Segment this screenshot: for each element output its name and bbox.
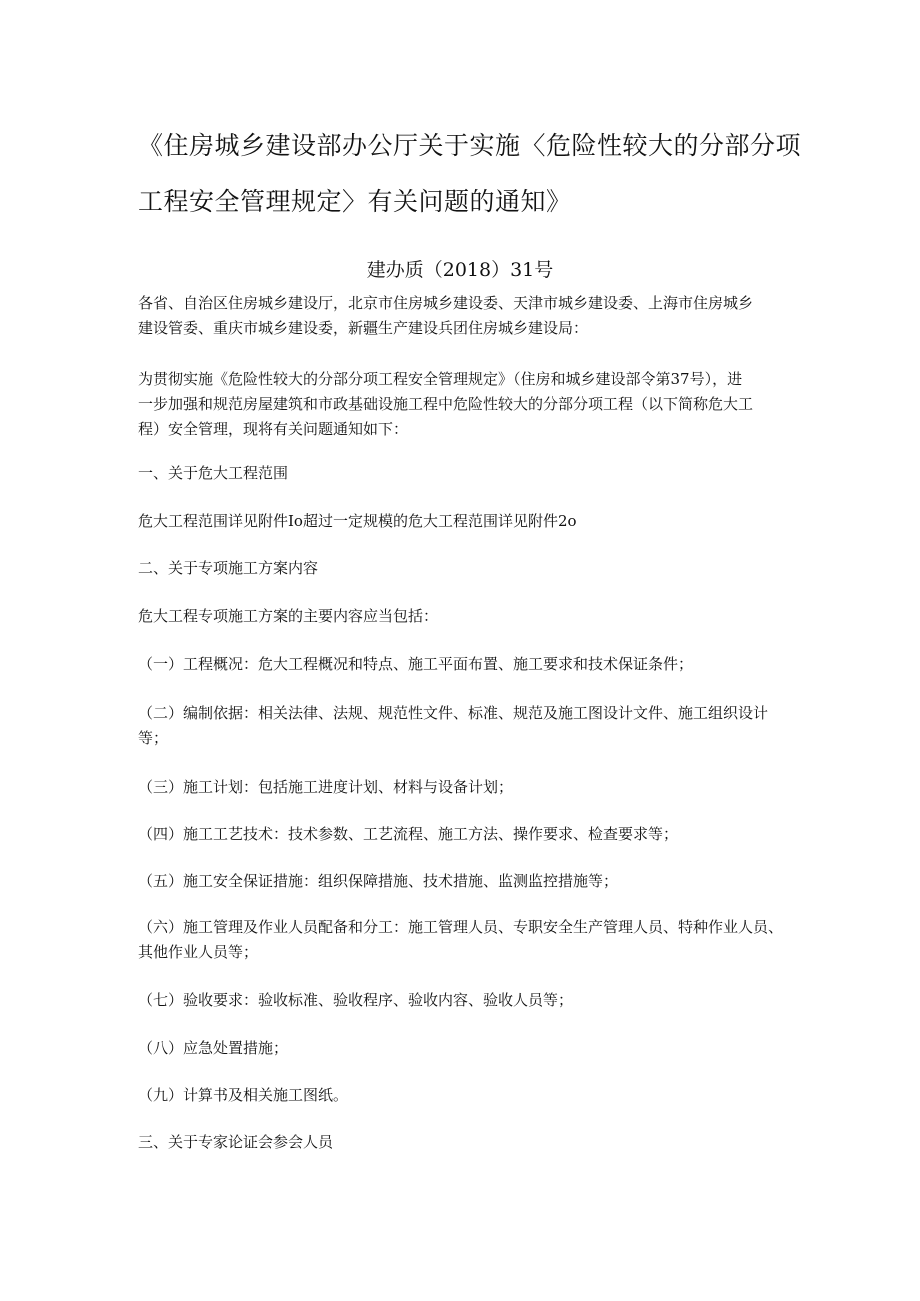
list-item-6: [138, 915, 788, 965]
list-item-2-line-1: （二）编制依据：相关法律、法规、规范性文件、标准、规范及施工图设计文件、施工组织设计: [138, 704, 769, 722]
list-item-8: （八）应急处置措施；: [138, 1039, 289, 1057]
section-2-intro: 危大工程专项施工方案的主要内容应当包括：: [138, 607, 439, 625]
document-title: [138, 118, 802, 230]
list-item-4: （四）施工工艺技术：技术参数、工艺流程、施工方法、操作要求、检查要求等；: [138, 825, 679, 843]
list-item-6-line-2: 其他作业人员等；: [138, 943, 259, 961]
title-line-1: 《住房城乡建设部办公厅关于实施〈危险性较大的分部分项: [138, 131, 802, 160]
intro-line-2: 一步加强和规范房屋建筑和市政基础设施工程中危险性较大的分部分项工程（以下简称危大工: [138, 395, 754, 413]
list-item-3: （三）施工计划：包括施工进度计划、材料与设备计划；: [138, 778, 514, 796]
list-item-6-line-1: （六）施工管理及作业人员配备和分工：施工管理人员、专职安全生产管理人员、特种作业人员、: [138, 918, 784, 936]
title-line-2: 工程安全管理规定〉有关问题的通知》: [138, 187, 572, 216]
section-3-heading: 三、关于专家论证会参会人员: [138, 1133, 334, 1151]
list-item-2: [138, 701, 788, 751]
intro-line-3: 程）安全管理，现将有关问题通知如下：: [138, 420, 409, 438]
list-item-5: （五）施工安全保证措施：组织保障措施、技术措施、监测监控措施等；: [138, 872, 619, 890]
list-item-2-line-2: 等；: [138, 729, 169, 747]
addressee-line-1: 各省、自治区住房城乡建设厅，北京市住房城乡建设委、天津市城乡建设委、上海市住房城乡: [138, 294, 754, 312]
document-number: 建办质（2018）31号: [366, 259, 554, 281]
addressee-line-2: 建设管委、重庆市城乡建设委，新疆生产建设兵团住房城乡建设局：: [138, 319, 589, 337]
section-2-heading: 二、关于专项施工方案内容: [138, 559, 319, 577]
intro-paragraph: [138, 367, 788, 442]
intro-line-1: 为贯彻实施《危险性较大的分部分项工程安全管理规定》（住房和城乡建设部令第37号），进: [138, 370, 743, 388]
list-item-9: （九）计算书及相关施工图纸。: [138, 1086, 349, 1104]
section-1-text: 危大工程范围详见附件Io超过一定规模的危大工程范围详见附件2o: [138, 512, 577, 530]
section-1-heading: 一、关于危大工程范围: [138, 464, 289, 482]
list-item-7: （七）验收要求：验收标准、验收程序、验收内容、验收人员等；: [138, 991, 574, 1009]
addressee: [138, 291, 788, 341]
list-item-1: （一）工程概况：危大工程概况和特点、施工平面布置、施工要求和技术保证条件；: [138, 655, 694, 673]
